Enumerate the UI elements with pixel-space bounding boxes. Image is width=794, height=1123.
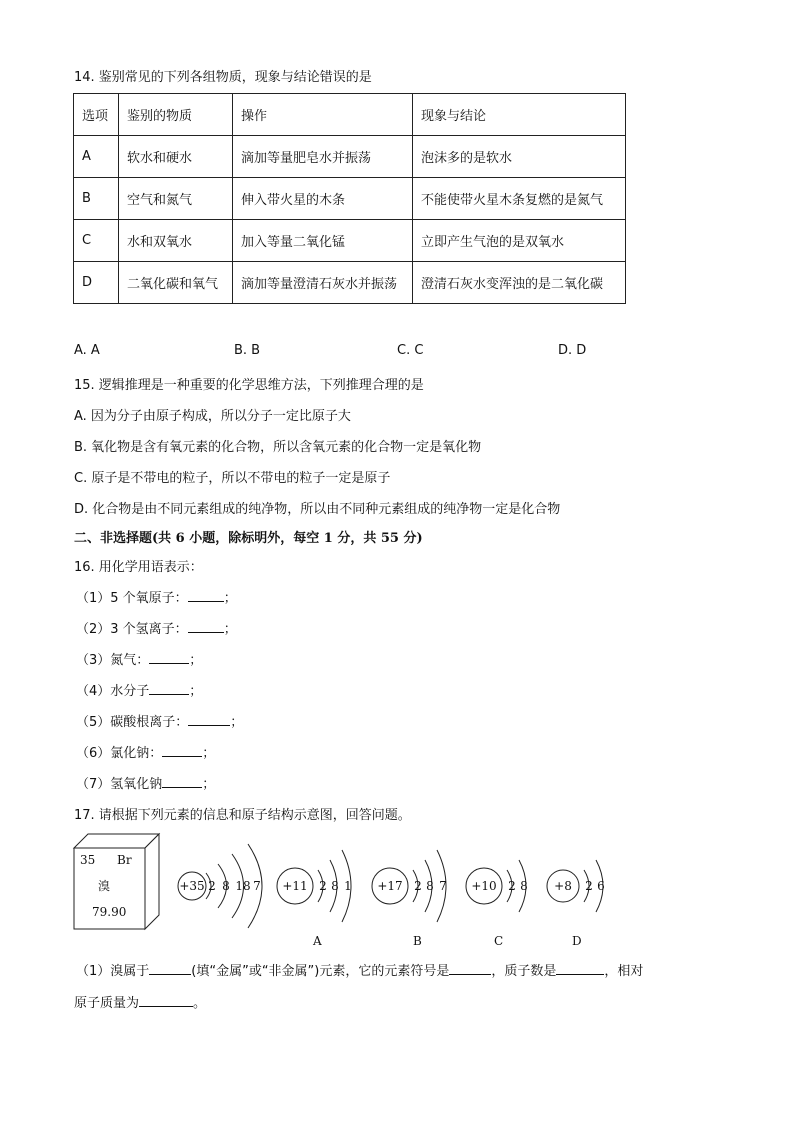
q14-option-c: C. C (397, 343, 424, 358)
answer-blank[interactable] (449, 962, 491, 975)
question-15-stem: 15. 逻辑推理是一种重要的化学思维方法，下列推理合理的是 (74, 378, 424, 393)
q17-text: 。 (193, 996, 207, 1011)
table-cell: 加入等量二氧化锰 (233, 220, 413, 262)
q17-text: ，相对 (604, 964, 644, 979)
q16-item-2 (76, 618, 237, 637)
shell-electrons: 7 (439, 879, 447, 893)
shell-electrons: 8 (222, 879, 230, 893)
shell-electrons: 2 (508, 879, 516, 893)
table-row (74, 220, 626, 262)
answer-blank[interactable] (149, 651, 189, 664)
table-cell: 泡沫多的是软水 (413, 136, 626, 178)
q14-option-d: D. D (558, 343, 587, 358)
table-cell: C (74, 220, 119, 262)
table-cell: 澄清石灰水变浑浊的是二氧化碳 (413, 262, 626, 304)
q16-item-label: （2）3 个氢离子： (76, 622, 188, 637)
question-14-table (73, 93, 626, 304)
q16-item-end: ； (202, 777, 216, 792)
answer-blank[interactable] (149, 962, 191, 975)
table-cell: 水和双氧水 (119, 220, 233, 262)
q16-item-5 (76, 711, 243, 730)
q16-item-label: （1）5 个氧原子： (76, 591, 188, 606)
q17-text: （1）溴属于 (76, 964, 150, 979)
nucleus-charge: +35 (179, 879, 205, 893)
question-17-stem: 17. 请根据下列元素的信息和原子结构示意图，回答问题。 (74, 808, 411, 823)
q14-option-a: A. A (74, 343, 100, 358)
table-cell: 不能使带火星木条复燃的是氮气 (413, 178, 626, 220)
atom-diagram-br (178, 844, 262, 928)
table-row (74, 178, 626, 220)
q16-item-end: ； (189, 684, 203, 699)
q16-item-7 (76, 773, 215, 792)
answer-blank[interactable] (162, 744, 202, 757)
table-header-cell: 鉴别的物质 (119, 94, 233, 136)
q16-item-label: （6）氯化钠： (76, 746, 163, 761)
table-header-cell: 现象与结论 (413, 94, 626, 136)
atom-diagram-a (277, 850, 352, 922)
q17-text: ，质子数是 (491, 964, 557, 979)
q15-option-a: A. 因为分子由原子构成，所以分子一定比原子大 (74, 409, 351, 424)
q17-sub1-line2 (74, 992, 206, 1011)
q16-item-end: ； (189, 653, 203, 668)
element-cube (74, 834, 159, 929)
answer-blank[interactable] (162, 775, 202, 788)
table-row (74, 136, 626, 178)
table-cell: D (74, 262, 119, 304)
table-cell: 空气和氮气 (119, 178, 233, 220)
table-cell: 软水和硬水 (119, 136, 233, 178)
shell-electrons: 1 (344, 879, 352, 893)
table-cell: 立即产生气泡的是双氧水 (413, 220, 626, 262)
shell-electrons: 2 (208, 879, 216, 893)
answer-blank[interactable] (188, 589, 224, 602)
q17-text: 原子质量为 (74, 996, 140, 1011)
q16-item-end: ； (223, 622, 237, 637)
shell-electrons: 2 (585, 879, 593, 893)
answer-blank[interactable] (188, 620, 224, 633)
shell-electrons: 8 (331, 879, 339, 893)
q16-item-4 (76, 680, 202, 699)
answer-blank[interactable] (556, 962, 604, 975)
table-cell: B (74, 178, 119, 220)
q17-sub1-line1 (76, 960, 643, 979)
element-symbol: Br (117, 853, 132, 867)
q15-option-b: B. 氧化物是含有氧元素的化合物，所以含氧元素的化合物一定是氧化物 (74, 440, 482, 455)
answer-blank[interactable] (188, 713, 230, 726)
shell-electrons: 18 (235, 879, 251, 893)
q16-item-end: ； (202, 746, 216, 761)
atom-label-c: C (494, 934, 504, 948)
q15-option-d: D. 化合物是由不同元素组成的纯净物，所以由不同种元素组成的纯净物一定是化合物 (74, 502, 561, 517)
table-cell: 滴加等量澄清石灰水并振荡 (233, 262, 413, 304)
q16-item-end: ； (230, 715, 244, 730)
q16-item-label: （7）氢氧化钠 (76, 777, 163, 792)
q16-item-end: ； (223, 591, 237, 606)
question-16-stem: 16. 用化学用语表示： (74, 560, 203, 575)
table-header-cell: 操作 (233, 94, 413, 136)
atom-diagram-d (547, 860, 605, 912)
nucleus-charge: +8 (554, 879, 572, 893)
q16-item-label: （3）氮气： (76, 653, 150, 668)
atom-diagram-b (372, 850, 447, 922)
shell-electrons: 2 (319, 879, 327, 893)
q16-item-label: （5）碳酸根离子： (76, 715, 189, 730)
table-row (74, 262, 626, 304)
table-header-cell: 选项 (74, 94, 119, 136)
answer-blank[interactable] (149, 682, 189, 695)
atom-label-b: B (413, 934, 422, 948)
q16-item-label: （4）水分子 (76, 684, 150, 699)
atom-label-d: D (572, 934, 582, 948)
nucleus-charge: +17 (377, 879, 403, 893)
q17-text: (填“金属”或“非金属”)元素，它的元素符号是 (191, 964, 450, 979)
table-cell: 二氧化碳和氧气 (119, 262, 233, 304)
table-header-row (74, 94, 626, 136)
element-mass: 79.90 (92, 905, 127, 919)
atom-label-a: A (313, 934, 322, 948)
element-number: 35 (80, 853, 96, 867)
shell-electrons: 6 (597, 879, 605, 893)
shell-electrons: 7 (253, 879, 261, 893)
q14-option-b: B. B (234, 343, 261, 358)
shell-electrons: 8 (520, 879, 528, 893)
answer-blank[interactable] (139, 994, 193, 1007)
element-name: 溴 (98, 879, 111, 893)
atom-structure-figure (0, 830, 794, 955)
shell-electrons: 8 (426, 879, 434, 893)
q15-option-c: C. 原子是不带电的粒子，所以不带电的粒子一定是原子 (74, 471, 391, 486)
atom-diagram-c (466, 860, 528, 912)
table-cell: 滴加等量肥皂水并振荡 (233, 136, 413, 178)
section-heading: 二、非选择题(共 6 小题，除标明外，每空 1 分，共 55 分) (74, 531, 423, 546)
q16-item-6 (76, 742, 215, 761)
q16-item-1 (76, 587, 237, 606)
table-cell: 伸入带火星的木条 (233, 178, 413, 220)
question-14-stem: 14. 鉴别常见的下列各组物质，现象与结论错误的是 (74, 70, 372, 85)
table-cell: A (74, 136, 119, 178)
q16-item-3 (76, 649, 202, 668)
shell-electrons: 2 (414, 879, 422, 893)
nucleus-charge: +10 (471, 879, 497, 893)
nucleus-charge: +11 (282, 879, 308, 893)
